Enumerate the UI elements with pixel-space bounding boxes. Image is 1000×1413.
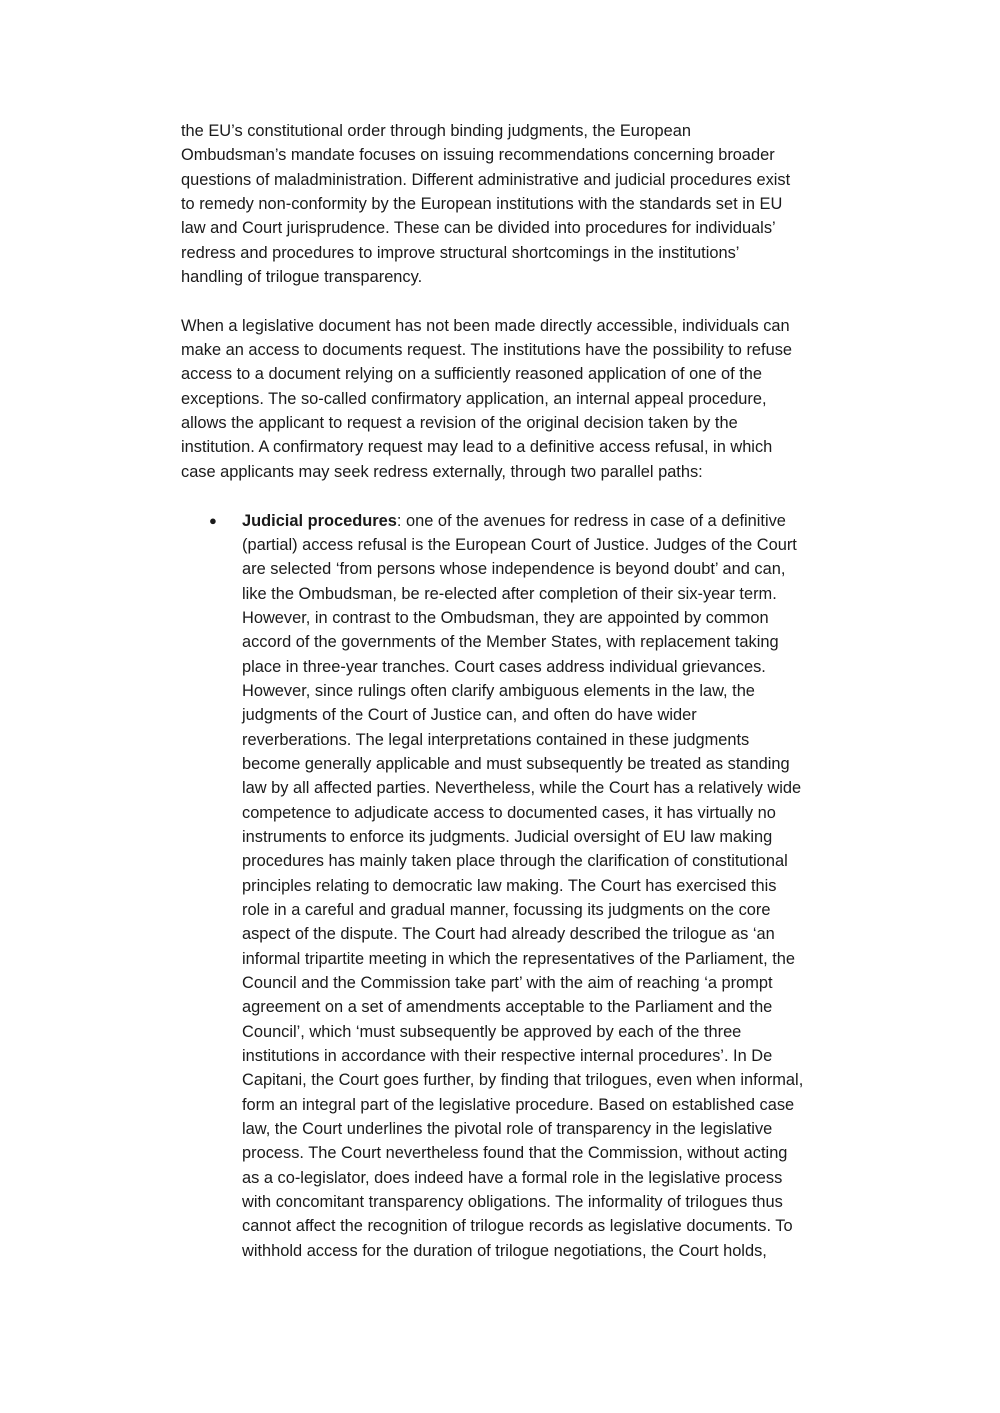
text-line: make an access to documents request. The institutions have the possibility to refuse [181,341,793,360]
text-line: law by all affected parties. Nevertheless, while the Court has a relatively wide [242,779,802,798]
text-line: with concomitant transparency obligations. The informality of trilogues thus [242,1193,783,1212]
text-line: informal tripartite meeting in which the representatives of the Parliament, the [242,949,795,968]
text-line: role in a careful and gradual manner, focussing its judgments on the core [242,901,771,919]
text-line: agreement on a set of amendments acceptable to the Parliament and the [242,998,773,1017]
text-line: handling of trilogue transparency. [181,268,423,287]
text-line: the EU’s constitutional order through binding judgments, the European [181,122,691,140]
text-line: place in three-year tranches. Court cases address individual grievances. [242,657,766,676]
text-line: reverberations. The legal interpretations contained in these judgments [242,730,750,749]
text-line: institution. A confirmatory request may lead to a definitive access refusal, in which [181,438,773,457]
text-line: to remedy non-conformity by the European institutions with the standards set in EU [181,195,783,214]
text-line: withhold access for the duration of trilogue negotiations, the Court holds, [242,1241,767,1260]
text-line: However, since rulings often clarify ambiguous elements in the law, the [242,681,755,700]
bullet-icon: ● [209,512,217,528]
text-line: form an integral part of the legislative procedure. Based on established case [242,1095,795,1114]
text-line: institutions in accordance with their respective internal procedures’. In De [242,1047,773,1066]
text-line: Ombudsman’s mandate focuses on issuing recommendations concerning broader [181,146,775,165]
text-line: However, in contrast to the Ombudsman, they are appointed by common [242,608,769,627]
text-line: aspect of the dispute. The Court had already described the trilogue as ‘an [242,925,775,944]
text-line: cannot affect the recognition of trilogue records as legislative documents. To [242,1217,793,1236]
text-line: judgments of the Court of Justice can, and often do have wider [242,706,697,725]
text-line: competence to adjudicate access to documented cases, it has virtually no [242,803,776,822]
text-line: Capitani, the Court goes further, by finding that trilogues, even when informal, [242,1071,804,1090]
text-line: Council and the Commission take part’ with the aim of reaching ‘a prompt [242,974,773,993]
text-line: access to a document relying on a sufficiently reasoned application of one of the [181,365,763,384]
text-line: become generally applicable and must subsequently be treated as standing [242,754,790,773]
text-line: redress and procedures to improve structural shortcomings in the institutions’ [181,243,740,262]
text-line: law and Court jurisprudence. These can be divided into procedures for individuals’ [181,219,776,238]
paragraph-access-request [181,314,881,484]
text-line: are selected ‘from persons whose independence is beyond doubt’ and can, [242,560,786,579]
text-line: instruments to enforce its judgments. Judicial oversight of EU law making [242,827,773,846]
text-line: allows the applicant to request a revision of the original decision taken by the [181,414,738,433]
text-line: case applicants may seek redress externally, through two parallel paths: [181,462,703,481]
text-line: as a co-legislator, does indeed have a formal role in the legislative process [242,1168,783,1187]
list-item-judicial-procedures [181,509,881,1264]
text-line: procedures has mainly taken place through the clarification of constitutional [242,852,788,871]
page-body [181,119,881,1263]
text-line: law, the Court underlines the pivotal role of transparency in the legislative [242,1120,773,1139]
text-line: questions of maladministration. Different administrative and judicial procedures exist [181,170,791,189]
text-line: like the Ombudsman, be re-elected after completion of their six-year term. [242,584,777,603]
text-line [242,509,881,533]
text-line: When a legislative document has not been made directly accessible, individuals can [181,316,790,335]
bullet-first-line: : one of the avenues for redress in case of a definitive [396,511,786,530]
paragraph-constitutional-order [181,119,881,289]
text-line: principles relating to democratic law making. The Court has exercised this [242,876,777,895]
text-line: process. The Court nevertheless found that the Commission, without acting [242,1144,788,1163]
redress-paths-list [181,509,881,1264]
text-line: Council’, which ‘must subsequently be approved by each of the three [242,1022,742,1041]
text-line: (partial) access refusal is the European Court of Justice. Judges of the Court [242,535,797,554]
text-line: exceptions. The so-called confirmatory application, an internal appeal procedure, [181,389,767,408]
text-line: accord of the governments of the Member States, with replacement taking [242,633,779,652]
bullet-heading: Judicial procedures [242,511,397,530]
